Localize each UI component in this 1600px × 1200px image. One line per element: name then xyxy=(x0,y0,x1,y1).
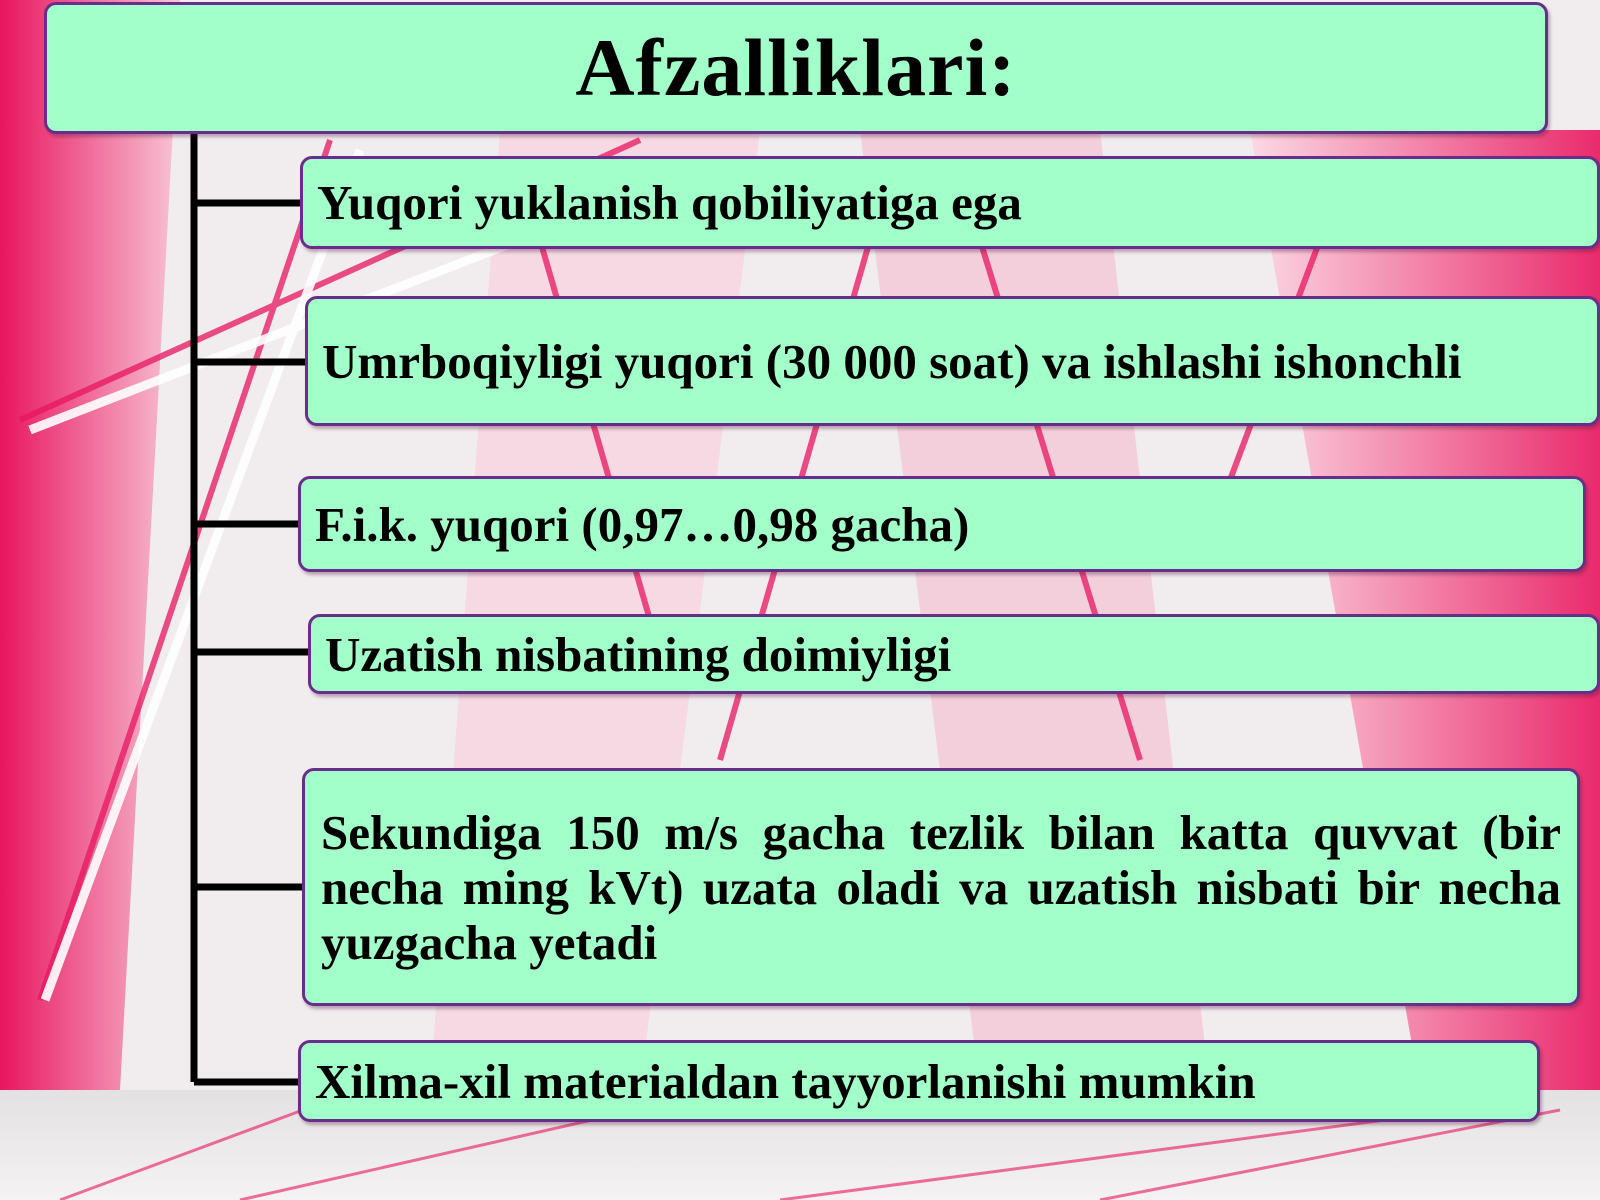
advantage-text: Yuqori yuklanish qobiliyatiga ega xyxy=(317,175,1022,230)
advantage-box-4 xyxy=(308,614,1600,694)
advantage-box-1 xyxy=(300,156,1600,249)
advantage-text: Uzatish nisbatining doimiyligi xyxy=(325,626,952,682)
advantage-text: F.i.k. yuqori (0,97…0,98 gacha) xyxy=(315,496,970,552)
page-title: Afzalliklari: xyxy=(575,22,1017,113)
title-box xyxy=(44,2,1548,134)
advantage-text: Sekundiga 150 m/s gacha tezlik bilan katta quvvat (bir necha ming kVt) uzata oladi va uzatish nisbati bir necha yuzgacha yetadi xyxy=(321,804,1561,970)
advantage-box-6 xyxy=(298,1040,1540,1122)
advantage-text: Umrboqiyligi yuqori (30 000 soat) va ishlashi ishonchli xyxy=(322,333,1462,389)
advantage-text: Xilma-xil materialdan tayyorlanishi mumkin xyxy=(315,1053,1256,1109)
advantage-box-2 xyxy=(305,296,1600,426)
advantage-box-5 xyxy=(302,768,1580,1006)
advantage-box-3 xyxy=(298,476,1586,572)
